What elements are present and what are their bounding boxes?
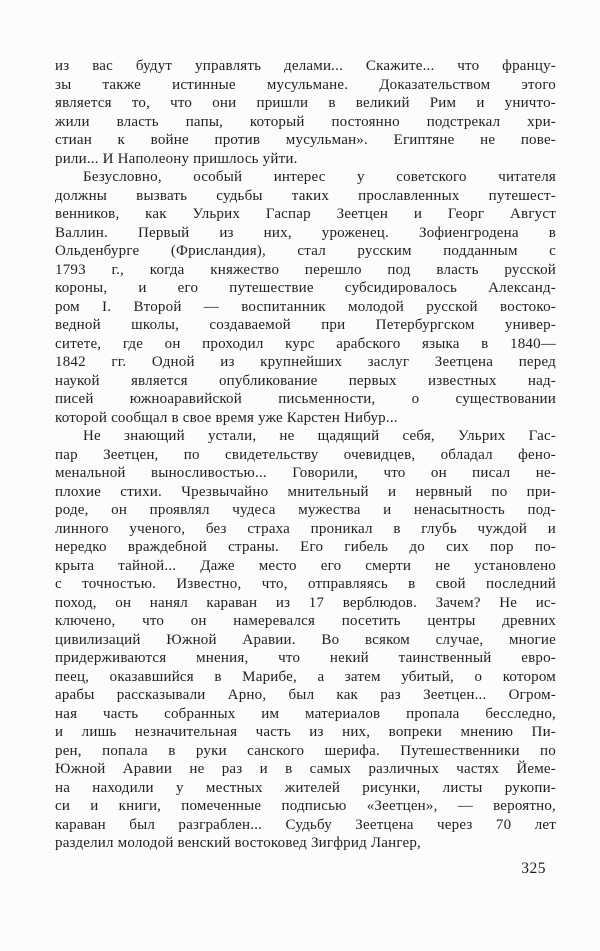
text-line: Валлин. Первый из них, уроженец. Зофиенгродена в bbox=[55, 224, 556, 241]
text-line: и лишь незначительная часть из них, вопреки мнению Пи- bbox=[55, 724, 556, 740]
text-line: цивилизаций Южной Аравии. Во всяком случае, многие bbox=[55, 631, 556, 648]
text-line: Южной Аравии не раз и в самых различных частях Йеме- bbox=[55, 761, 556, 777]
text-line: караван был разграблен... Судьбу Зеетцена через 70 лет bbox=[55, 816, 556, 833]
text-line: арабы рассказывали Арно, был как раз Зеетцен... Огром- bbox=[55, 687, 556, 703]
text-line: разделил молодой венский востоковед Зигфрид Лангер, bbox=[55, 835, 422, 851]
text-line: рен, попала в руки санского шерифа. Путешественники по bbox=[55, 742, 556, 759]
text-line: ром I. Второй — воспитанник молодой русской востоко- bbox=[55, 298, 556, 315]
text-line: на находили у местных жителей рисунки, листы рукопи- bbox=[55, 779, 556, 796]
text-line: роде, он проявлял чудеса мужества и ненасытность под- bbox=[55, 502, 556, 518]
text-line: поход, он нанял караван из 17 верблюдов. Зачем? Не ис- bbox=[55, 594, 556, 611]
text-line: рили... И Наполеону пришлось уйти. bbox=[55, 150, 298, 167]
text-line: должны вызвать судьбы таких прославленных путешест- bbox=[55, 187, 556, 204]
text-line: 1842 гг. Одной из крупнейших заслуг Зеетцена перед bbox=[55, 354, 556, 370]
text-line: си и книги, помеченные подписью «Зеетцен», — вероятно, bbox=[55, 798, 556, 814]
text-line: пеец, оказавшийся в Марибе, а затем убитый, о котором bbox=[55, 668, 556, 685]
text-line: Безусловно, особый интерес у советского читателя bbox=[83, 169, 556, 185]
paragraph bbox=[55, 57, 556, 168]
text-line: ная часть собранных им материалов пропала бесследно, bbox=[55, 705, 556, 722]
text-line: линного ученого, без страха проникал в глубь чуждой и bbox=[55, 520, 556, 537]
text-line: из вас будут управлять делами... Скажите... что францу- bbox=[55, 58, 556, 74]
text-line: венников, как Ульрих Гаспар Зеетцен и Георг Август bbox=[55, 206, 556, 222]
text-line: менальной выносливостью... Говорили, что он писал не- bbox=[55, 465, 556, 481]
text-line: придерживаются мнения, что некий таинственный евро- bbox=[55, 650, 556, 666]
text-line: ситете, где он проходил курс арабского языка в 1840— bbox=[55, 335, 556, 352]
text-line: Ольденбурге (Фрисландия), стал русским подданным с bbox=[55, 243, 556, 259]
text-line: плохие стихи. Чрезвычайно мнительный и нервный по при- bbox=[55, 483, 556, 500]
text-line: ведной школы, создаваемой при Петербургском универ- bbox=[55, 317, 556, 333]
paragraph bbox=[55, 427, 556, 853]
paragraph bbox=[55, 168, 556, 427]
text-line: короны, и его путешествие субсидировалось Александ- bbox=[55, 280, 556, 296]
text-line: 1793 г., когда княжество перешло под власть русской bbox=[55, 261, 556, 278]
page-number: 325 bbox=[521, 860, 546, 877]
text-line: является то, что они пришли в великий Рим и уничто- bbox=[55, 95, 556, 111]
text-line: нередко враждебной страны. Его гибель до сих пор по- bbox=[55, 539, 556, 555]
text-line: жили власть папы, который постоянно подстрекал хри- bbox=[55, 113, 556, 130]
text-line: ключено, что он намеревался посетить центры древних bbox=[55, 613, 556, 629]
text-line: наукой является опубликование первых известных над- bbox=[55, 372, 556, 389]
text-line: писей южноаравийской письменности, о существовании bbox=[55, 391, 556, 407]
text-line: с точностью. Известно, что, отправляясь в свой последний bbox=[55, 576, 556, 592]
text-line: стиан к войне против мусульман». Египтяне не пове- bbox=[55, 132, 556, 148]
text-line: которой сообщал в свое время уже Карстен Нибур... bbox=[55, 409, 398, 426]
text-line: крыта тайной... Даже место его смерти не установлено bbox=[55, 557, 556, 574]
text-line: зы также истинные мусульмане. Доказательством этого bbox=[55, 76, 556, 93]
page-text-block bbox=[55, 57, 556, 853]
text-line: Не знающий устали, не щадящий себя, Ульрих Гас- bbox=[83, 428, 556, 444]
text-line: пар Зеетцен, по свидетельству очевидцев, обладал фено- bbox=[55, 446, 556, 463]
